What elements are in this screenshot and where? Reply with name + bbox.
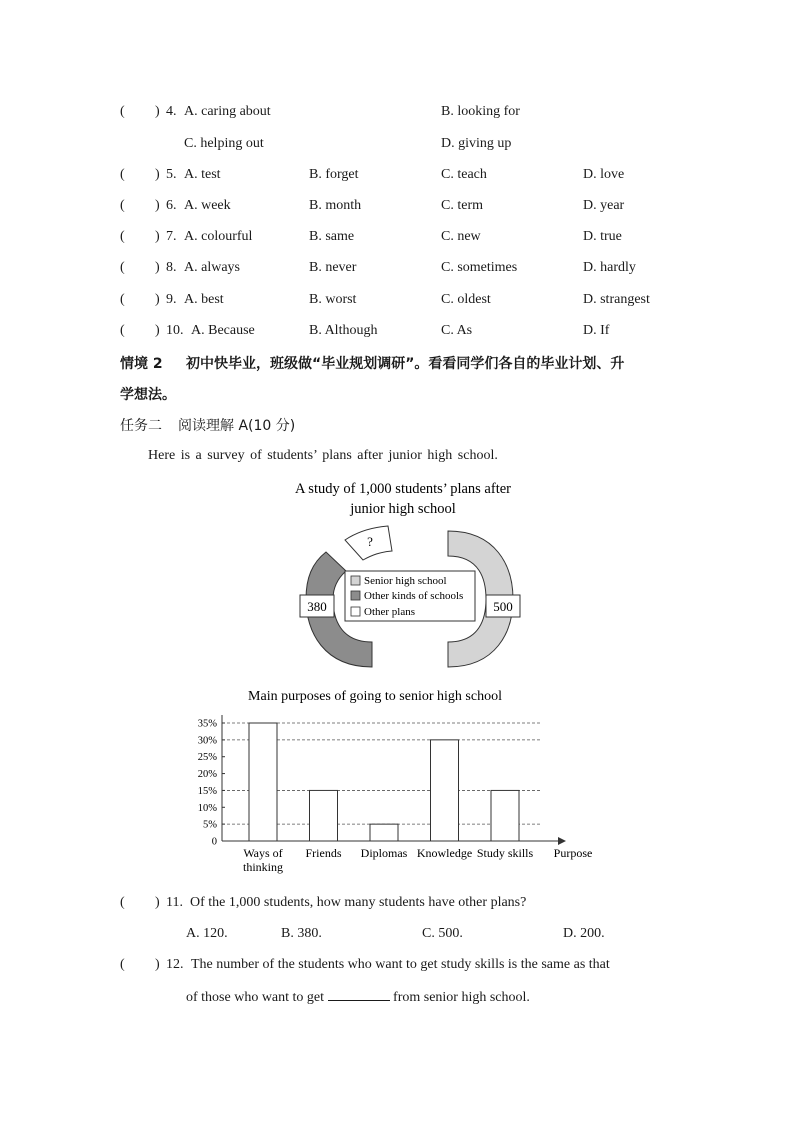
x-category-label: Friends bbox=[305, 846, 342, 860]
answer-paren-close: ) bbox=[155, 198, 160, 213]
ring-chart-title: A study of 1,000 students’ plans after bbox=[295, 481, 511, 497]
option-d[interactable]: D. love bbox=[583, 167, 625, 182]
situation-label: 情境 2 bbox=[120, 356, 163, 372]
legend-swatch-senior bbox=[351, 576, 360, 585]
option-c[interactable]: C. oldest bbox=[441, 292, 491, 307]
option-c[interactable]: C. helping out bbox=[184, 136, 264, 151]
option-d[interactable]: D. true bbox=[583, 229, 622, 244]
option-c[interactable]: C. As bbox=[441, 323, 473, 338]
option-d[interactable]: D. hardly bbox=[583, 260, 636, 275]
question-number: 10. bbox=[166, 323, 184, 338]
y-tick-label: 25% bbox=[197, 752, 217, 764]
answer-paren-open[interactable]: ( bbox=[120, 167, 125, 182]
option-a[interactable]: A. 120. bbox=[186, 926, 228, 941]
bar-friends bbox=[310, 790, 338, 841]
option-a[interactable]: A. test bbox=[184, 167, 221, 182]
option-c[interactable]: C. teach bbox=[441, 167, 487, 182]
y-tick-label: 30% bbox=[197, 735, 217, 747]
y-tick-label: 10% bbox=[197, 802, 217, 814]
legend-senior: Senior high school bbox=[364, 575, 447, 587]
bar-chart-title: Main purposes of going to senior high school bbox=[248, 689, 502, 704]
option-b[interactable]: B. month bbox=[309, 198, 362, 213]
task-title: 阅读理解 A(10 分) bbox=[178, 418, 296, 434]
answer-paren-open[interactable]: ( bbox=[120, 895, 125, 910]
question-number: 8. bbox=[166, 260, 177, 275]
x-category-label: Diplomas bbox=[360, 846, 408, 860]
y-tick-label: 15% bbox=[197, 785, 217, 797]
option-b[interactable]: B. looking for bbox=[441, 104, 520, 119]
option-c[interactable]: C. sometimes bbox=[441, 260, 518, 275]
option-a[interactable]: A. colourful bbox=[184, 229, 253, 244]
question-text: Of the 1,000 students, how many students have other plans? bbox=[190, 895, 527, 910]
bar-diplomas bbox=[370, 824, 398, 841]
option-a[interactable]: A. best bbox=[184, 292, 224, 307]
task-label: 任务二 bbox=[120, 418, 162, 434]
question-number: 9. bbox=[166, 292, 177, 307]
option-a[interactable]: A. caring about bbox=[184, 104, 271, 119]
x-axis-arrow bbox=[558, 837, 566, 845]
legend-swatch-other-schools bbox=[351, 591, 360, 600]
value-label-500: 500 bbox=[493, 599, 513, 614]
option-a[interactable]: A. Because bbox=[191, 323, 255, 338]
answer-paren-close: ) bbox=[155, 292, 160, 307]
option-c[interactable]: C. 500. bbox=[422, 926, 463, 941]
option-d[interactable]: D. If bbox=[583, 323, 610, 338]
x-axis-label: Purpose bbox=[553, 846, 593, 860]
question-number: 5. bbox=[166, 167, 177, 182]
x-category-label: thinking bbox=[242, 860, 284, 874]
x-category-label: Knowledge bbox=[416, 846, 473, 860]
option-a[interactable]: A. always bbox=[184, 260, 240, 275]
purposes-bar-chart bbox=[190, 683, 610, 883]
option-b[interactable]: B. forget bbox=[309, 167, 359, 182]
question-text-cont bbox=[186, 988, 530, 1006]
passage-intro: Here is a survey of students’ plans after junior high school. bbox=[148, 448, 498, 463]
option-d[interactable]: D. giving up bbox=[441, 136, 512, 151]
option-b[interactable]: B. worst bbox=[309, 292, 357, 307]
legend-other-plans: Other plans bbox=[364, 606, 416, 618]
answer-paren-close: ) bbox=[155, 104, 160, 119]
answer-paren-open[interactable]: ( bbox=[120, 957, 125, 972]
question-text-after-blank: from senior high school. bbox=[393, 990, 530, 1005]
legend-swatch-other-plans bbox=[351, 607, 360, 616]
situation-text-cont: 学想法。 bbox=[120, 387, 176, 403]
y-tick-label: 20% bbox=[197, 769, 217, 781]
option-d[interactable]: D. year bbox=[583, 198, 625, 213]
legend-other-schools: Other kinds of schools bbox=[364, 590, 464, 602]
answer-paren-close: ) bbox=[155, 167, 160, 182]
question-number: 11. bbox=[166, 895, 183, 910]
option-b[interactable]: B. never bbox=[309, 260, 357, 275]
question-number: 4. bbox=[166, 104, 177, 119]
question-number: 7. bbox=[166, 229, 177, 244]
y-tick-label: 35% bbox=[197, 718, 217, 730]
answer-paren-open[interactable]: ( bbox=[120, 104, 125, 119]
answer-paren-close: ) bbox=[155, 323, 160, 338]
fill-in-blank[interactable] bbox=[328, 988, 390, 1001]
question-text: The number of the students who want to get study skills is the same as that bbox=[191, 957, 610, 972]
situation-text: 初中快毕业，班级做“毕业规划调研”。看看同学们各自的毕业计划、升 bbox=[186, 356, 625, 372]
option-b[interactable]: B. 380. bbox=[281, 926, 322, 941]
plans-ring-chart bbox=[260, 474, 560, 674]
bar-ways-of-thinking bbox=[249, 723, 277, 841]
segment-other-plans-label: ? bbox=[367, 534, 373, 549]
answer-paren-close: ) bbox=[155, 229, 160, 244]
answer-paren-open[interactable]: ( bbox=[120, 323, 125, 338]
answer-paren-open[interactable]: ( bbox=[120, 260, 125, 275]
answer-paren-open[interactable]: ( bbox=[120, 229, 125, 244]
y-tick-label: 0 bbox=[211, 836, 217, 848]
bar-study-skills bbox=[491, 790, 519, 841]
answer-paren-close: ) bbox=[155, 957, 160, 972]
answer-paren-close: ) bbox=[155, 895, 160, 910]
ring-chart-title-line2: junior high school bbox=[350, 501, 456, 517]
option-a[interactable]: A. week bbox=[184, 198, 231, 213]
option-b[interactable]: B. same bbox=[309, 229, 355, 244]
option-d[interactable]: D. strangest bbox=[583, 292, 650, 307]
answer-paren-open[interactable]: ( bbox=[120, 198, 125, 213]
bar-knowledge bbox=[431, 740, 459, 841]
question-number: 12. bbox=[166, 957, 184, 972]
question-text-before-blank: of those who want to get bbox=[186, 990, 325, 1005]
option-d[interactable]: D. 200. bbox=[563, 926, 605, 941]
option-c[interactable]: C. term bbox=[441, 198, 483, 213]
option-b[interactable]: B. Although bbox=[309, 323, 378, 338]
x-category-label: Study skills bbox=[476, 846, 534, 860]
answer-paren-open[interactable]: ( bbox=[120, 292, 125, 307]
answer-paren-close: ) bbox=[155, 260, 160, 275]
option-c[interactable]: C. new bbox=[441, 229, 481, 244]
y-tick-label: 5% bbox=[203, 819, 217, 831]
x-category-label: Ways of bbox=[243, 846, 283, 860]
value-label-380: 380 bbox=[307, 599, 327, 614]
question-number: 6. bbox=[166, 198, 177, 213]
